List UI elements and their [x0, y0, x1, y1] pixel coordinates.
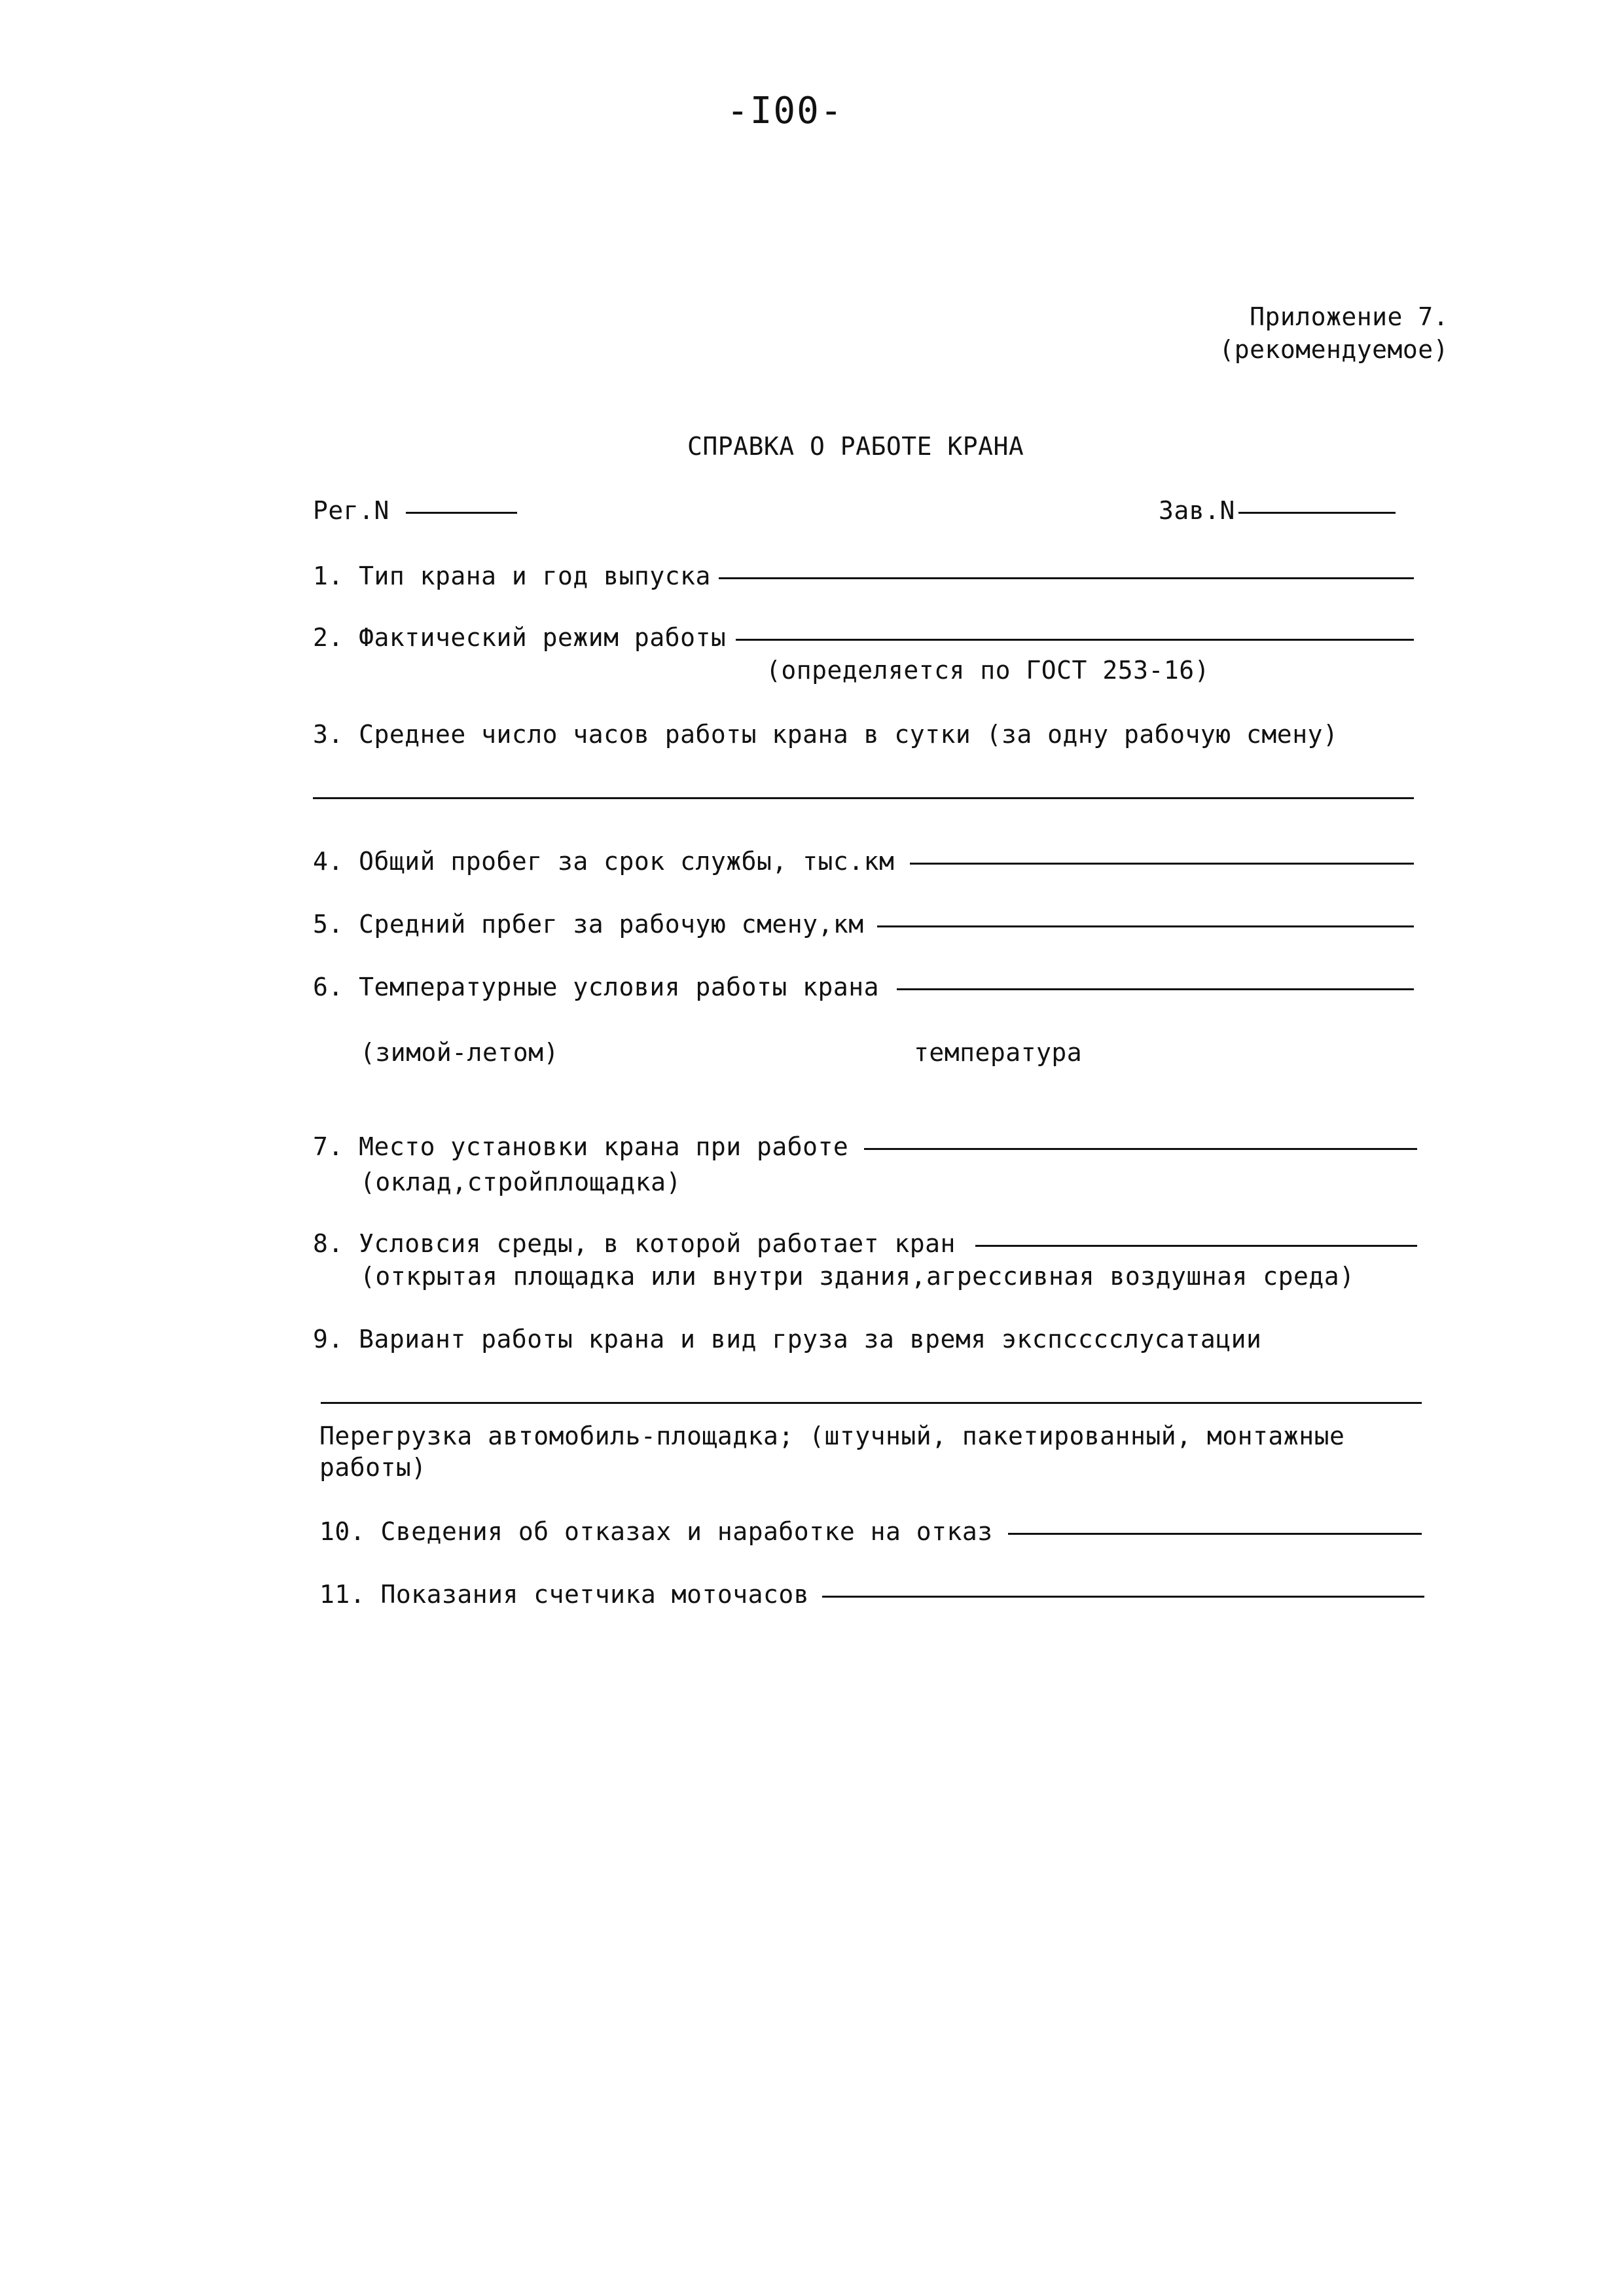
- item-1-label: 1. Тип крана и год выпуска: [313, 562, 711, 590]
- appendix-label: Приложение 7.: [1250, 302, 1449, 331]
- document-title: СПРАВКА О РАБОТЕ КРАНА: [687, 432, 1024, 461]
- item-9-note-line-1: Перегрузка автомобиль-площадка; (штучный, пакетированный, монтажные: [319, 1422, 1345, 1450]
- item-8-note: (открытая площадка или внутри здания,агрессивная воздушная среда): [360, 1262, 1355, 1291]
- item-2-note: (определяется по ГОСТ 253-16): [766, 656, 1210, 685]
- item-2-line: [736, 639, 1414, 641]
- item-5-label: 5. Средний прбег за рабочую смену,км: [313, 910, 864, 939]
- item-11-label: 11. Показания счетчика моточасов: [319, 1580, 810, 1609]
- item-11-line: [822, 1596, 1424, 1598]
- item-4-line: [910, 863, 1414, 865]
- item-6-line: [897, 988, 1414, 990]
- item-8-label: 8. Условсия среды, в которой работает кран: [313, 1229, 956, 1258]
- item-10-label: 10. Сведения об отказах и наработке на отказ: [319, 1517, 993, 1546]
- page-number: -I00-: [727, 90, 844, 132]
- item-9-line: [321, 1402, 1422, 1404]
- item-3-label: 3. Среднее число часов работы крана в сутки (за одну рабочую смену): [313, 720, 1339, 749]
- item-10-line: [1008, 1533, 1422, 1535]
- item-6-temperature: температура: [914, 1038, 1083, 1067]
- item-6-label: 6. Температурные условия работы крана: [313, 973, 879, 1001]
- item-7-label: 7. Место установки крана при работе: [313, 1132, 849, 1161]
- item-3-line: [313, 797, 1414, 799]
- item-8-line: [975, 1245, 1417, 1247]
- item-7-line: [864, 1148, 1417, 1150]
- item-5-line: [877, 925, 1414, 927]
- item-9-label: 9. Вариант работы крана и вид груза за время экспсссслусатации: [313, 1325, 1262, 1354]
- item-1-line: [719, 577, 1414, 579]
- item-6-season: (зимой-летом): [360, 1038, 559, 1067]
- item-4-label: 4. Общий пробег за срок службы, тыс.км: [313, 847, 895, 876]
- factory-number-label: Зав.N: [1159, 496, 1235, 525]
- appendix-note: (рекомендуемое): [1219, 335, 1449, 364]
- item-9-note-line-2: работы): [319, 1453, 427, 1482]
- reg-number-line: [406, 512, 517, 514]
- reg-number-label: Рег.N: [313, 496, 389, 525]
- factory-number-line: [1238, 512, 1396, 514]
- item-7-note: (оклад,стройплощадка): [360, 1168, 681, 1196]
- item-2-label: 2. Фактический режим работы: [313, 623, 727, 652]
